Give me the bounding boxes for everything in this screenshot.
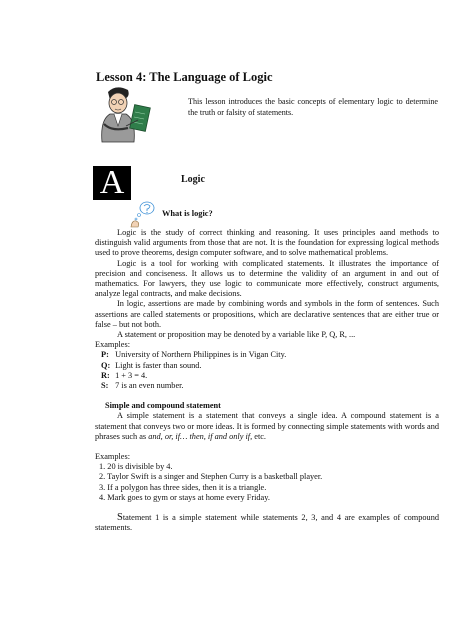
list-item: 3. If a polygon has three sides, then it is a triangle. — [99, 482, 267, 492]
paragraph-simple-compound: A simple statement is a statement that conveys a single idea. A compound statement is a statement that conveys two or more ideas. It is formed by connecting simple statements with words and phrases such as and, or, if… then, if and only if, etc. — [95, 411, 439, 441]
teacher-illustration — [94, 86, 156, 144]
section-heading: Logic — [181, 174, 205, 185]
list-item: 1. 20 is divisible by 4. — [99, 462, 173, 472]
list-item: Q: Light is faster than sound. — [101, 360, 202, 370]
lesson-title: Lesson 4: The Language of Logic — [96, 70, 273, 84]
paragraph-variables: A statement or proposition may be denoted by a variable like P, Q, R, ... — [117, 330, 356, 340]
body-text — [95, 228, 439, 533]
examples-label: Examples: — [95, 340, 131, 350]
subsection-heading: What is logic? — [162, 209, 213, 218]
paragraph-tool: Logic is a tool for working with complicated statements. It illustrates the importance of precision and conciseness. It allows us to determine the validity of an argument in and out of mathematics. For lawyers, they use logic to communicate more effectively, construct arguments, analyze legal contracts, and make decisions. — [95, 258, 439, 299]
examples2-label: Examples: — [95, 452, 131, 462]
thinker-icon — [129, 200, 159, 228]
paragraph-assertions: In logic, assertions are made by combining words and symbols in the form of sentences. Such assertions are called statements or propositions, which are declarative sentences that are either true or false – but not both. — [95, 299, 439, 329]
list-item: S: 7 is an even number. — [101, 381, 184, 391]
intro-paragraph: This lesson introduces the basic concepts of elementary logic to determine the truth or falsity of statements. — [188, 97, 438, 117]
list-item: P: University of Northern Philippines is in Vigan City. — [101, 350, 287, 360]
examples-list — [95, 350, 439, 391]
compound-examples-list — [95, 462, 439, 503]
paragraph-definition: Logic is the study of correct thinking and reasoning. It uses principles aand methods to distinguish valid arguments from those that are not. It is the foundation for expressing logical methods used to prove theorems, design computer software, and to solve mathematical problems. — [95, 228, 439, 258]
list-item: R: 1 + 3 = 4. — [101, 370, 148, 380]
list-item: 2. Taylor Swift is a singer and Stephen Curry is a basketball player. — [99, 472, 323, 482]
list-item: 4. Mark goes to gym or stays at home every Friday. — [99, 492, 270, 502]
dropcap-letter: A — [93, 166, 131, 200]
paragraph-closing: Statement 1 is a simple statement while statements 2, 3, and 4 are examples of compound statements. — [95, 512, 439, 533]
simple-compound-heading: Simple and compound statement — [105, 401, 221, 411]
